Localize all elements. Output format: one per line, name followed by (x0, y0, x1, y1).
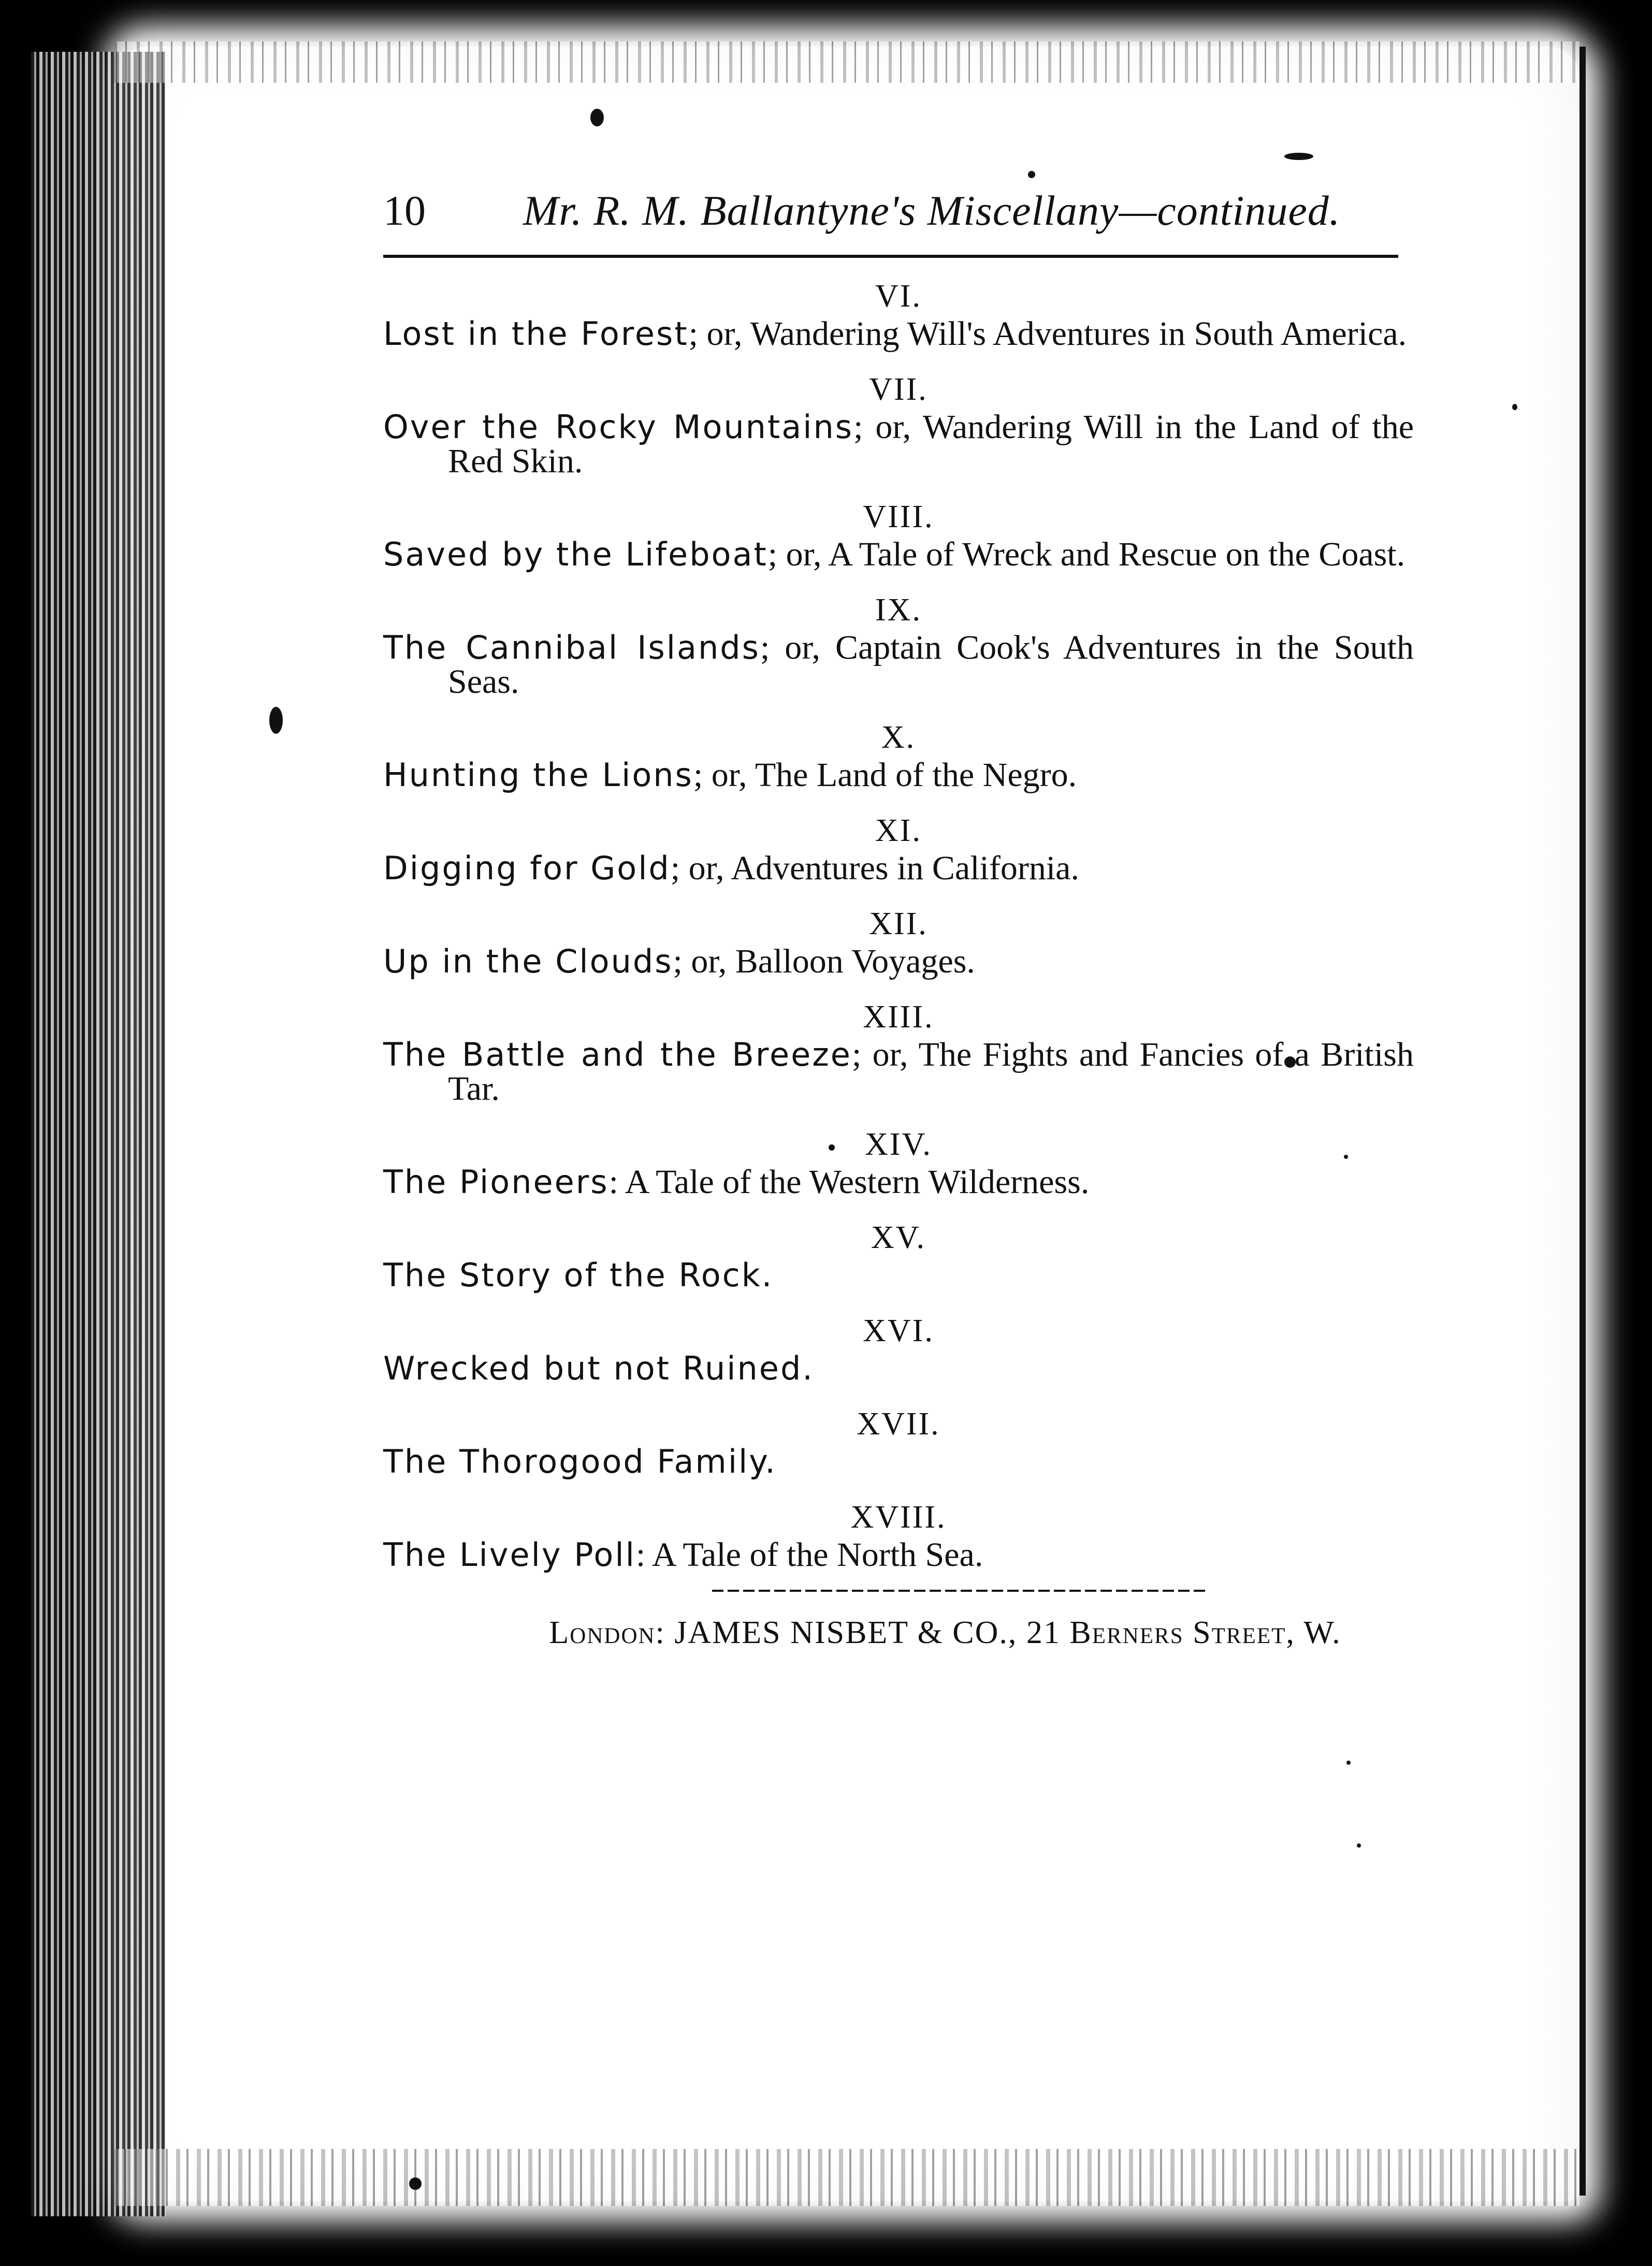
publisher-imprint (430, 1615, 1460, 1651)
imprint-city: London: (549, 1615, 665, 1650)
entry-title-line (383, 1038, 1414, 1106)
entry-title: The Thorogood Family. (383, 1443, 777, 1480)
entry-title: The Pioneers (383, 1163, 609, 1201)
entry-numeral: VII. (869, 372, 928, 407)
entry-subtitle: ; or, The Fights and Fancies of a British Tar. (448, 1036, 1414, 1108)
page-edge-right (1579, 47, 1586, 2196)
entry-subtitle: ; or, Balloon Voyages. (673, 942, 975, 980)
page-content (383, 186, 1414, 1651)
entry-title-line (383, 1538, 1414, 1572)
list-item (383, 996, 1414, 1106)
entry-subtitle: ; or, The Land of the Negro. (693, 756, 1077, 794)
imprint-street: Berners Street, (1069, 1615, 1295, 1650)
entry-numeral: IX. (875, 592, 922, 628)
list-item (383, 810, 1414, 885)
page-edge-bottom (114, 2149, 1579, 2206)
list-item (383, 717, 1414, 792)
entry-title: Wrecked but not Ruined. (383, 1349, 815, 1387)
list-item (383, 1403, 1414, 1479)
header-rule (383, 255, 1398, 258)
entry-title-line (383, 851, 1414, 885)
entry-subtitle: ; or, Wandering Will in the Land of the Red Skin. (448, 408, 1414, 480)
entry-numeral: XV. (871, 1220, 926, 1255)
entry-numeral: XIII. (863, 999, 934, 1035)
entry-title-line (383, 1445, 1414, 1479)
entry-numeral: XII. (869, 906, 928, 941)
entry-title-line (383, 1258, 1414, 1292)
page-edge-left (31, 52, 166, 2216)
entry-title-line (383, 942, 1414, 980)
book-list (383, 275, 1414, 1572)
entry-title-line (383, 758, 1414, 792)
ink-speck (1346, 1761, 1351, 1765)
entry-title: Saved by the Lifeboat (383, 535, 768, 573)
entry-subtitle: ; or, Wandering Will's Adventures in South America. (688, 315, 1407, 353)
list-item (383, 369, 1414, 478)
entry-numeral: XVIII. (850, 1500, 947, 1535)
entry-subtitle: : A Tale of the North Sea. (635, 1536, 983, 1574)
ink-speck (590, 109, 604, 126)
entry-title: The Cannibal Islands (383, 629, 760, 666)
ink-speck (1512, 404, 1517, 410)
entry-title: Lost in the Forest (383, 315, 689, 353)
list-item (383, 1124, 1414, 1199)
page-number: 10 (383, 187, 426, 234)
entry-title: Hunting the Lions (383, 756, 693, 794)
entry-title: The Battle and the Breeze (383, 1036, 852, 1073)
ink-speck (1284, 153, 1313, 160)
entry-numeral: VI. (875, 279, 922, 314)
entry-title: The Story of the Rock. (383, 1256, 774, 1294)
list-item (383, 589, 1414, 699)
entry-subtitle: ; or, A Tale of Wreck and Rescue on the Coast. (767, 535, 1405, 573)
ink-speck (409, 2177, 422, 2190)
ink-speck (1028, 171, 1035, 178)
page-edge-top (114, 41, 1579, 83)
entry-title-line (383, 1349, 1414, 1387)
entry-title: Digging for Gold (383, 849, 671, 887)
imprint-district: W. (1303, 1615, 1341, 1650)
running-head (383, 186, 1414, 249)
entry-subtitle: ; or, Adventures in California. (670, 849, 1079, 887)
entry-numeral: X. (881, 720, 916, 755)
entry-numeral: VIII. (863, 499, 934, 534)
entry-title-line (383, 535, 1414, 573)
entry-numeral: XVI. (863, 1313, 934, 1348)
entry-subtitle: : A Tale of the Western Wilderness. (608, 1163, 1090, 1201)
entry-title: The Lively Poll (383, 1536, 636, 1574)
entry-title-line (383, 317, 1414, 351)
entry-subtitle: ; or, Captain Cook's Adventures in the South Seas. (448, 629, 1414, 701)
running-title: Mr. R. M. Ballantyne's Miscellany—continued. (523, 187, 1341, 234)
list-item (383, 903, 1414, 979)
entry-numeral: XIV. (865, 1127, 932, 1162)
entry-numeral: XI. (875, 813, 922, 848)
footer-rule (712, 1590, 1209, 1592)
list-item (383, 275, 1414, 351)
list-item (383, 1497, 1414, 1572)
entry-title: Up in the Clouds (383, 942, 673, 980)
ink-speck (1357, 1843, 1361, 1848)
ink-speck (269, 707, 283, 734)
entry-title-line (383, 1165, 1414, 1199)
entry-title-line (383, 410, 1414, 478)
entry-numeral: XVII. (857, 1406, 940, 1442)
imprint-publisher: JAMES NISBET & CO., 21 (674, 1615, 1061, 1650)
list-item (383, 1310, 1414, 1386)
list-item (383, 496, 1414, 572)
entry-title-line (383, 631, 1414, 699)
entry-title: Over the Rocky Mountains (383, 408, 854, 446)
list-item (383, 1217, 1414, 1292)
